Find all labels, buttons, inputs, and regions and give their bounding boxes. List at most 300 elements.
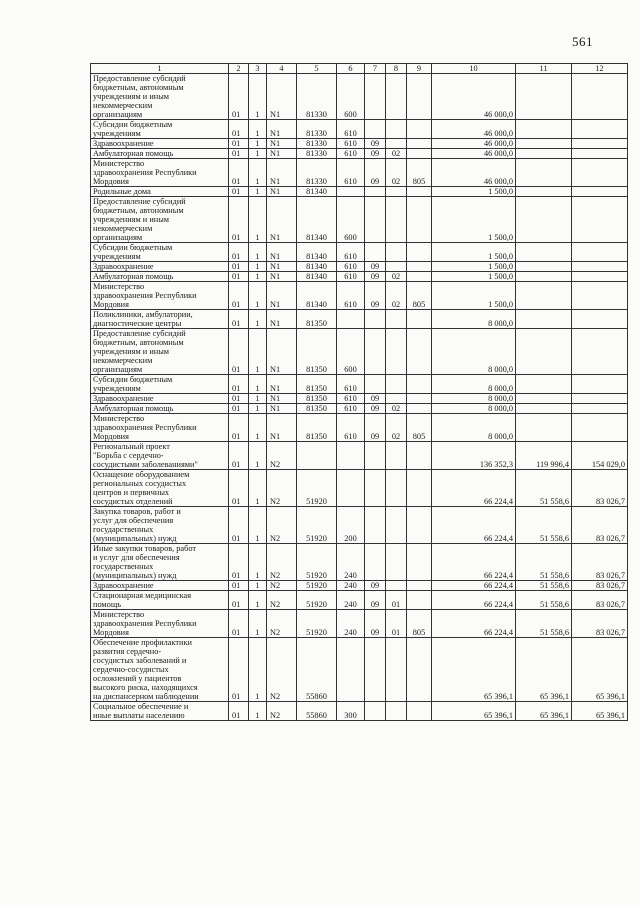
table-row [91, 442, 628, 470]
ministry-code-cell [407, 507, 432, 544]
direction-code-cell: 81340 [297, 197, 337, 243]
program-code-cell: 01 [229, 139, 249, 149]
amount-year-1-cell: 46 000,0 [432, 120, 516, 139]
project-code-cell: N2 [267, 591, 297, 610]
amount-year-1-cell: 1 500,0 [432, 262, 516, 272]
budget-table [90, 63, 628, 721]
program-code-cell: 01 [229, 442, 249, 470]
subprogram-code-cell: 1 [249, 272, 267, 282]
table-row [91, 404, 628, 414]
amount-year-2-cell: 119 996,4 [516, 442, 572, 470]
amount-year-3-cell [572, 120, 628, 139]
program-code-cell: 01 [229, 282, 249, 310]
ministry-code-cell [407, 375, 432, 394]
row-name-cell: Здравоохранение [91, 262, 229, 272]
subprogram-code-cell: 1 [249, 149, 267, 159]
row-name-cell: Здравоохранение [91, 394, 229, 404]
table-row [91, 507, 628, 544]
column-header-7: 7 [365, 64, 386, 74]
table-row [91, 197, 628, 243]
subsection-cell [386, 702, 407, 721]
amount-year-1-cell: 46 000,0 [432, 139, 516, 149]
expense-type-cell: 610 [337, 120, 365, 139]
column-header-6: 6 [337, 64, 365, 74]
table-row [91, 394, 628, 404]
section-cell: 09 [365, 404, 386, 414]
amount-year-1-cell: 46 000,0 [432, 74, 516, 120]
subprogram-code-cell: 1 [249, 591, 267, 610]
subprogram-code-cell: 1 [249, 638, 267, 702]
ministry-code-cell [407, 262, 432, 272]
row-name-cell: Амбулаторная помощь [91, 149, 229, 159]
direction-code-cell: 81350 [297, 414, 337, 442]
direction-code-cell: 81350 [297, 404, 337, 414]
amount-year-1-cell: 46 000,0 [432, 149, 516, 159]
row-name-cell: Стационарная медицинская помощь [91, 591, 229, 610]
program-code-cell: 01 [229, 187, 249, 197]
row-name-cell: Предоставление субсидий бюджетным, автономным учреждениям и иным некоммерческим организациям [91, 329, 229, 375]
subsection-cell: 02 [386, 404, 407, 414]
row-name-cell: Субсидии бюджетным учреждениям [91, 120, 229, 139]
section-cell [365, 120, 386, 139]
amount-year-2-cell: 51 558,6 [516, 610, 572, 638]
section-cell: 09 [365, 139, 386, 149]
amount-year-3-cell [572, 414, 628, 442]
direction-code-cell: 81330 [297, 159, 337, 187]
section-cell: 09 [365, 610, 386, 638]
project-code-cell: N1 [267, 282, 297, 310]
expense-type-cell [337, 638, 365, 702]
column-header-1: 1 [91, 64, 229, 74]
program-code-cell: 01 [229, 375, 249, 394]
amount-year-1-cell: 65 396,1 [432, 702, 516, 721]
amount-year-2-cell [516, 187, 572, 197]
subprogram-code-cell: 1 [249, 197, 267, 243]
program-code-cell: 01 [229, 581, 249, 591]
row-name-cell: Министерство здравоохранения Республики Мордовия [91, 414, 229, 442]
column-header-2: 2 [229, 64, 249, 74]
table-row [91, 310, 628, 329]
amount-year-1-cell: 8 000,0 [432, 375, 516, 394]
section-cell: 09 [365, 149, 386, 159]
direction-code-cell: 81340 [297, 282, 337, 310]
row-name-cell: Предоставление субсидий бюджетным, автономным учреждениям и иным некоммерческим организациям [91, 74, 229, 120]
expense-type-cell: 240 [337, 544, 365, 581]
section-cell [365, 243, 386, 262]
section-cell [365, 375, 386, 394]
subprogram-code-cell: 1 [249, 702, 267, 721]
table-row [91, 139, 628, 149]
amount-year-1-cell: 8 000,0 [432, 404, 516, 414]
project-code-cell: N2 [267, 470, 297, 507]
amount-year-2-cell [516, 394, 572, 404]
project-code-cell: N1 [267, 310, 297, 329]
amount-year-2-cell [516, 262, 572, 272]
amount-year-3-cell [572, 149, 628, 159]
subsection-cell: 02 [386, 159, 407, 187]
expense-type-cell [337, 310, 365, 329]
amount-year-2-cell [516, 120, 572, 139]
column-header-10: 10 [432, 64, 516, 74]
amount-year-2-cell: 65 396,1 [516, 702, 572, 721]
subsection-cell [386, 544, 407, 581]
ministry-code-cell [407, 581, 432, 591]
amount-year-3-cell [572, 159, 628, 187]
direction-code-cell: 51920 [297, 591, 337, 610]
amount-year-2-cell [516, 310, 572, 329]
table-row [91, 591, 628, 610]
subprogram-code-cell: 1 [249, 442, 267, 470]
subsection-cell [386, 197, 407, 243]
ministry-code-cell [407, 139, 432, 149]
subsection-cell [386, 442, 407, 470]
subprogram-code-cell: 1 [249, 414, 267, 442]
row-name-cell: Поликлиники, амбулатории, диагностические центры [91, 310, 229, 329]
direction-code-cell: 81340 [297, 262, 337, 272]
amount-year-2-cell [516, 272, 572, 282]
ministry-code-cell [407, 120, 432, 139]
amount-year-2-cell [516, 197, 572, 243]
expense-type-cell: 610 [337, 149, 365, 159]
row-name-cell: Здравоохранение [91, 581, 229, 591]
ministry-code-cell [407, 310, 432, 329]
section-cell [365, 442, 386, 470]
row-name-cell: Министерство здравоохранения Республики Мордовия [91, 610, 229, 638]
column-header-5: 5 [297, 64, 337, 74]
table-row [91, 581, 628, 591]
row-name-cell: Региональный проект "Борьба с сердечно- сосудистыми заболеваниями" [91, 442, 229, 470]
table-row [91, 282, 628, 310]
program-code-cell: 01 [229, 610, 249, 638]
section-cell: 09 [365, 282, 386, 310]
amount-year-3-cell: 83 026,7 [572, 507, 628, 544]
amount-year-2-cell [516, 414, 572, 442]
subsection-cell [386, 310, 407, 329]
subsection-cell [386, 507, 407, 544]
ministry-code-cell [407, 394, 432, 404]
amount-year-2-cell [516, 329, 572, 375]
ministry-code-cell: 805 [407, 610, 432, 638]
amount-year-2-cell [516, 139, 572, 149]
section-cell: 09 [365, 159, 386, 187]
ministry-code-cell [407, 197, 432, 243]
direction-code-cell [297, 442, 337, 470]
subprogram-code-cell: 1 [249, 282, 267, 310]
subsection-cell: 02 [386, 149, 407, 159]
amount-year-2-cell: 51 558,6 [516, 507, 572, 544]
expense-type-cell: 610 [337, 404, 365, 414]
row-name-cell: Обеспечение профилактики развития сердечно- сосудистых заболеваний и сердечно-сосудистых осложнений у пациентов высокого риска, находящихся на диспансерном наблюдении [91, 638, 229, 702]
project-code-cell: N1 [267, 139, 297, 149]
ministry-code-cell: 805 [407, 414, 432, 442]
subsection-cell [386, 139, 407, 149]
subprogram-code-cell: 1 [249, 310, 267, 329]
row-name-cell: Министерство здравоохранения Республики Мордовия [91, 282, 229, 310]
program-code-cell: 01 [229, 638, 249, 702]
amount-year-3-cell [572, 404, 628, 414]
section-cell [365, 74, 386, 120]
direction-code-cell: 55860 [297, 638, 337, 702]
direction-code-cell: 51920 [297, 610, 337, 638]
expense-type-cell: 610 [337, 394, 365, 404]
amount-year-3-cell: 154 029,0 [572, 442, 628, 470]
program-code-cell: 01 [229, 74, 249, 120]
section-cell [365, 310, 386, 329]
amount-year-1-cell: 8 000,0 [432, 414, 516, 442]
ministry-code-cell [407, 187, 432, 197]
section-cell [365, 702, 386, 721]
amount-year-1-cell: 1 500,0 [432, 282, 516, 310]
section-cell [365, 329, 386, 375]
amount-year-3-cell [572, 282, 628, 310]
amount-year-3-cell [572, 394, 628, 404]
column-header-9: 9 [407, 64, 432, 74]
subsection-cell [386, 120, 407, 139]
amount-year-3-cell: 65 396,1 [572, 638, 628, 702]
expense-type-cell: 610 [337, 262, 365, 272]
direction-code-cell: 81340 [297, 187, 337, 197]
subsection-cell [386, 581, 407, 591]
amount-year-1-cell: 66 224,4 [432, 544, 516, 581]
amount-year-3-cell: 83 026,7 [572, 470, 628, 507]
subsection-cell [386, 329, 407, 375]
amount-year-2-cell [516, 149, 572, 159]
amount-year-3-cell [572, 310, 628, 329]
section-cell: 09 [365, 591, 386, 610]
program-code-cell: 01 [229, 159, 249, 187]
project-code-cell: N2 [267, 610, 297, 638]
table-row [91, 414, 628, 442]
program-code-cell: 01 [229, 404, 249, 414]
expense-type-cell: 610 [337, 272, 365, 282]
project-code-cell: N1 [267, 414, 297, 442]
direction-code-cell: 51920 [297, 581, 337, 591]
project-code-cell: N1 [267, 74, 297, 120]
program-code-cell: 01 [229, 470, 249, 507]
expense-type-cell: 240 [337, 591, 365, 610]
row-name-cell: Здравоохранение [91, 139, 229, 149]
expense-type-cell [337, 442, 365, 470]
program-code-cell: 01 [229, 197, 249, 243]
section-cell [365, 197, 386, 243]
amount-year-2-cell [516, 159, 572, 187]
expense-type-cell: 610 [337, 282, 365, 310]
subsection-cell [386, 243, 407, 262]
subprogram-code-cell: 1 [249, 375, 267, 394]
table-row [91, 329, 628, 375]
direction-code-cell: 81330 [297, 120, 337, 139]
program-code-cell: 01 [229, 120, 249, 139]
amount-year-3-cell [572, 243, 628, 262]
subprogram-code-cell: 1 [249, 329, 267, 375]
ministry-code-cell: 805 [407, 282, 432, 310]
section-cell: 09 [365, 394, 386, 404]
table-row [91, 272, 628, 282]
project-code-cell: N1 [267, 262, 297, 272]
amount-year-2-cell [516, 74, 572, 120]
row-name-cell: Субсидии бюджетным учреждениям [91, 375, 229, 394]
project-code-cell: N2 [267, 581, 297, 591]
project-code-cell: N2 [267, 544, 297, 581]
subsection-cell [386, 394, 407, 404]
section-cell: 09 [365, 272, 386, 282]
section-cell: 09 [365, 262, 386, 272]
subprogram-code-cell: 1 [249, 120, 267, 139]
program-code-cell: 01 [229, 149, 249, 159]
table-row [91, 262, 628, 272]
amount-year-2-cell [516, 243, 572, 262]
column-header-3: 3 [249, 64, 267, 74]
amount-year-3-cell [572, 375, 628, 394]
direction-code-cell: 81350 [297, 375, 337, 394]
program-code-cell: 01 [229, 702, 249, 721]
section-cell: 09 [365, 414, 386, 442]
amount-year-1-cell: 65 396,1 [432, 638, 516, 702]
ministry-code-cell [407, 243, 432, 262]
row-name-cell: Закупка товаров, работ и услуг для обеспечения государственных (муниципальных) нужд [91, 507, 229, 544]
column-header-4: 4 [267, 64, 297, 74]
amount-year-2-cell: 51 558,6 [516, 544, 572, 581]
subsection-cell [386, 375, 407, 394]
row-name-cell: Социальное обеспечение и иные выплаты населению [91, 702, 229, 721]
subprogram-code-cell: 1 [249, 187, 267, 197]
page-number: 561 [572, 34, 593, 49]
column-header-12: 12 [572, 64, 628, 74]
project-code-cell: N1 [267, 375, 297, 394]
section-cell [365, 187, 386, 197]
row-name-cell: Иные закупки товаров, работ и услуг для обеспечения государственных (муниципальных) нужд [91, 544, 229, 581]
amount-year-3-cell: 65 396,1 [572, 702, 628, 721]
ministry-code-cell [407, 272, 432, 282]
expense-type-cell: 200 [337, 507, 365, 544]
subsection-cell: 01 [386, 591, 407, 610]
ministry-code-cell [407, 404, 432, 414]
table-row [91, 187, 628, 197]
expense-type-cell: 600 [337, 329, 365, 375]
subsection-cell [386, 187, 407, 197]
expense-type-cell [337, 470, 365, 507]
ministry-code-cell [407, 329, 432, 375]
project-code-cell: N1 [267, 394, 297, 404]
amount-year-1-cell: 8 000,0 [432, 310, 516, 329]
project-code-cell: N2 [267, 702, 297, 721]
subprogram-code-cell: 1 [249, 262, 267, 272]
program-code-cell: 01 [229, 507, 249, 544]
amount-year-3-cell: 83 026,7 [572, 610, 628, 638]
table-body [91, 74, 628, 721]
amount-year-1-cell: 1 500,0 [432, 272, 516, 282]
table-row [91, 149, 628, 159]
ministry-code-cell [407, 470, 432, 507]
subsection-cell: 02 [386, 282, 407, 310]
project-code-cell: N1 [267, 329, 297, 375]
amount-year-1-cell: 66 224,4 [432, 610, 516, 638]
subsection-cell: 02 [386, 414, 407, 442]
amount-year-1-cell: 66 224,4 [432, 581, 516, 591]
subprogram-code-cell: 1 [249, 581, 267, 591]
project-code-cell: N1 [267, 187, 297, 197]
section-cell [365, 470, 386, 507]
direction-code-cell: 81340 [297, 272, 337, 282]
ministry-code-cell: 805 [407, 159, 432, 187]
amount-year-2-cell: 65 396,1 [516, 638, 572, 702]
expense-type-cell: 610 [337, 139, 365, 149]
table-row [91, 120, 628, 139]
program-code-cell: 01 [229, 329, 249, 375]
direction-code-cell: 81330 [297, 149, 337, 159]
table-row [91, 610, 628, 638]
row-name-cell: Субсидии бюджетным учреждениям [91, 243, 229, 262]
direction-code-cell: 81350 [297, 310, 337, 329]
amount-year-2-cell [516, 282, 572, 310]
table-row [91, 470, 628, 507]
column-header-8: 8 [386, 64, 407, 74]
subprogram-code-cell: 1 [249, 74, 267, 120]
row-name-cell: Министерство здравоохранения Республики Мордовия [91, 159, 229, 187]
amount-year-3-cell [572, 272, 628, 282]
program-code-cell: 01 [229, 262, 249, 272]
subprogram-code-cell: 1 [249, 139, 267, 149]
program-code-cell: 01 [229, 591, 249, 610]
project-code-cell: N1 [267, 404, 297, 414]
subprogram-code-cell: 1 [249, 159, 267, 187]
program-code-cell: 01 [229, 394, 249, 404]
expense-type-cell: 600 [337, 197, 365, 243]
table-row [91, 243, 628, 262]
amount-year-2-cell: 51 558,6 [516, 470, 572, 507]
table-row [91, 159, 628, 187]
expense-type-cell: 300 [337, 702, 365, 721]
amount-year-3-cell [572, 74, 628, 120]
ministry-code-cell [407, 544, 432, 581]
program-code-cell: 01 [229, 310, 249, 329]
direction-code-cell: 81350 [297, 394, 337, 404]
project-code-cell: N1 [267, 243, 297, 262]
direction-code-cell: 55860 [297, 702, 337, 721]
subprogram-code-cell: 1 [249, 470, 267, 507]
subsection-cell [386, 74, 407, 120]
amount-year-3-cell [572, 197, 628, 243]
expense-type-cell: 610 [337, 375, 365, 394]
subprogram-code-cell: 1 [249, 243, 267, 262]
amount-year-3-cell: 83 026,7 [572, 581, 628, 591]
section-cell [365, 544, 386, 581]
expense-type-cell [337, 187, 365, 197]
subsection-cell: 01 [386, 610, 407, 638]
project-code-cell: N1 [267, 197, 297, 243]
amount-year-1-cell: 8 000,0 [432, 394, 516, 404]
subprogram-code-cell: 1 [249, 394, 267, 404]
table-row [91, 74, 628, 120]
amount-year-1-cell: 136 352,3 [432, 442, 516, 470]
amount-year-2-cell [516, 375, 572, 394]
amount-year-2-cell [516, 404, 572, 414]
project-code-cell: N1 [267, 272, 297, 282]
expense-type-cell: 610 [337, 159, 365, 187]
amount-year-1-cell: 1 500,0 [432, 243, 516, 262]
amount-year-1-cell: 1 500,0 [432, 197, 516, 243]
project-code-cell: N2 [267, 442, 297, 470]
amount-year-1-cell: 46 000,0 [432, 159, 516, 187]
row-name-cell: Амбулаторная помощь [91, 272, 229, 282]
subsection-cell: 02 [386, 272, 407, 282]
project-code-cell: N1 [267, 159, 297, 187]
table-row [91, 638, 628, 702]
amount-year-1-cell: 8 000,0 [432, 329, 516, 375]
subsection-cell [386, 262, 407, 272]
subprogram-code-cell: 1 [249, 544, 267, 581]
ministry-code-cell [407, 638, 432, 702]
